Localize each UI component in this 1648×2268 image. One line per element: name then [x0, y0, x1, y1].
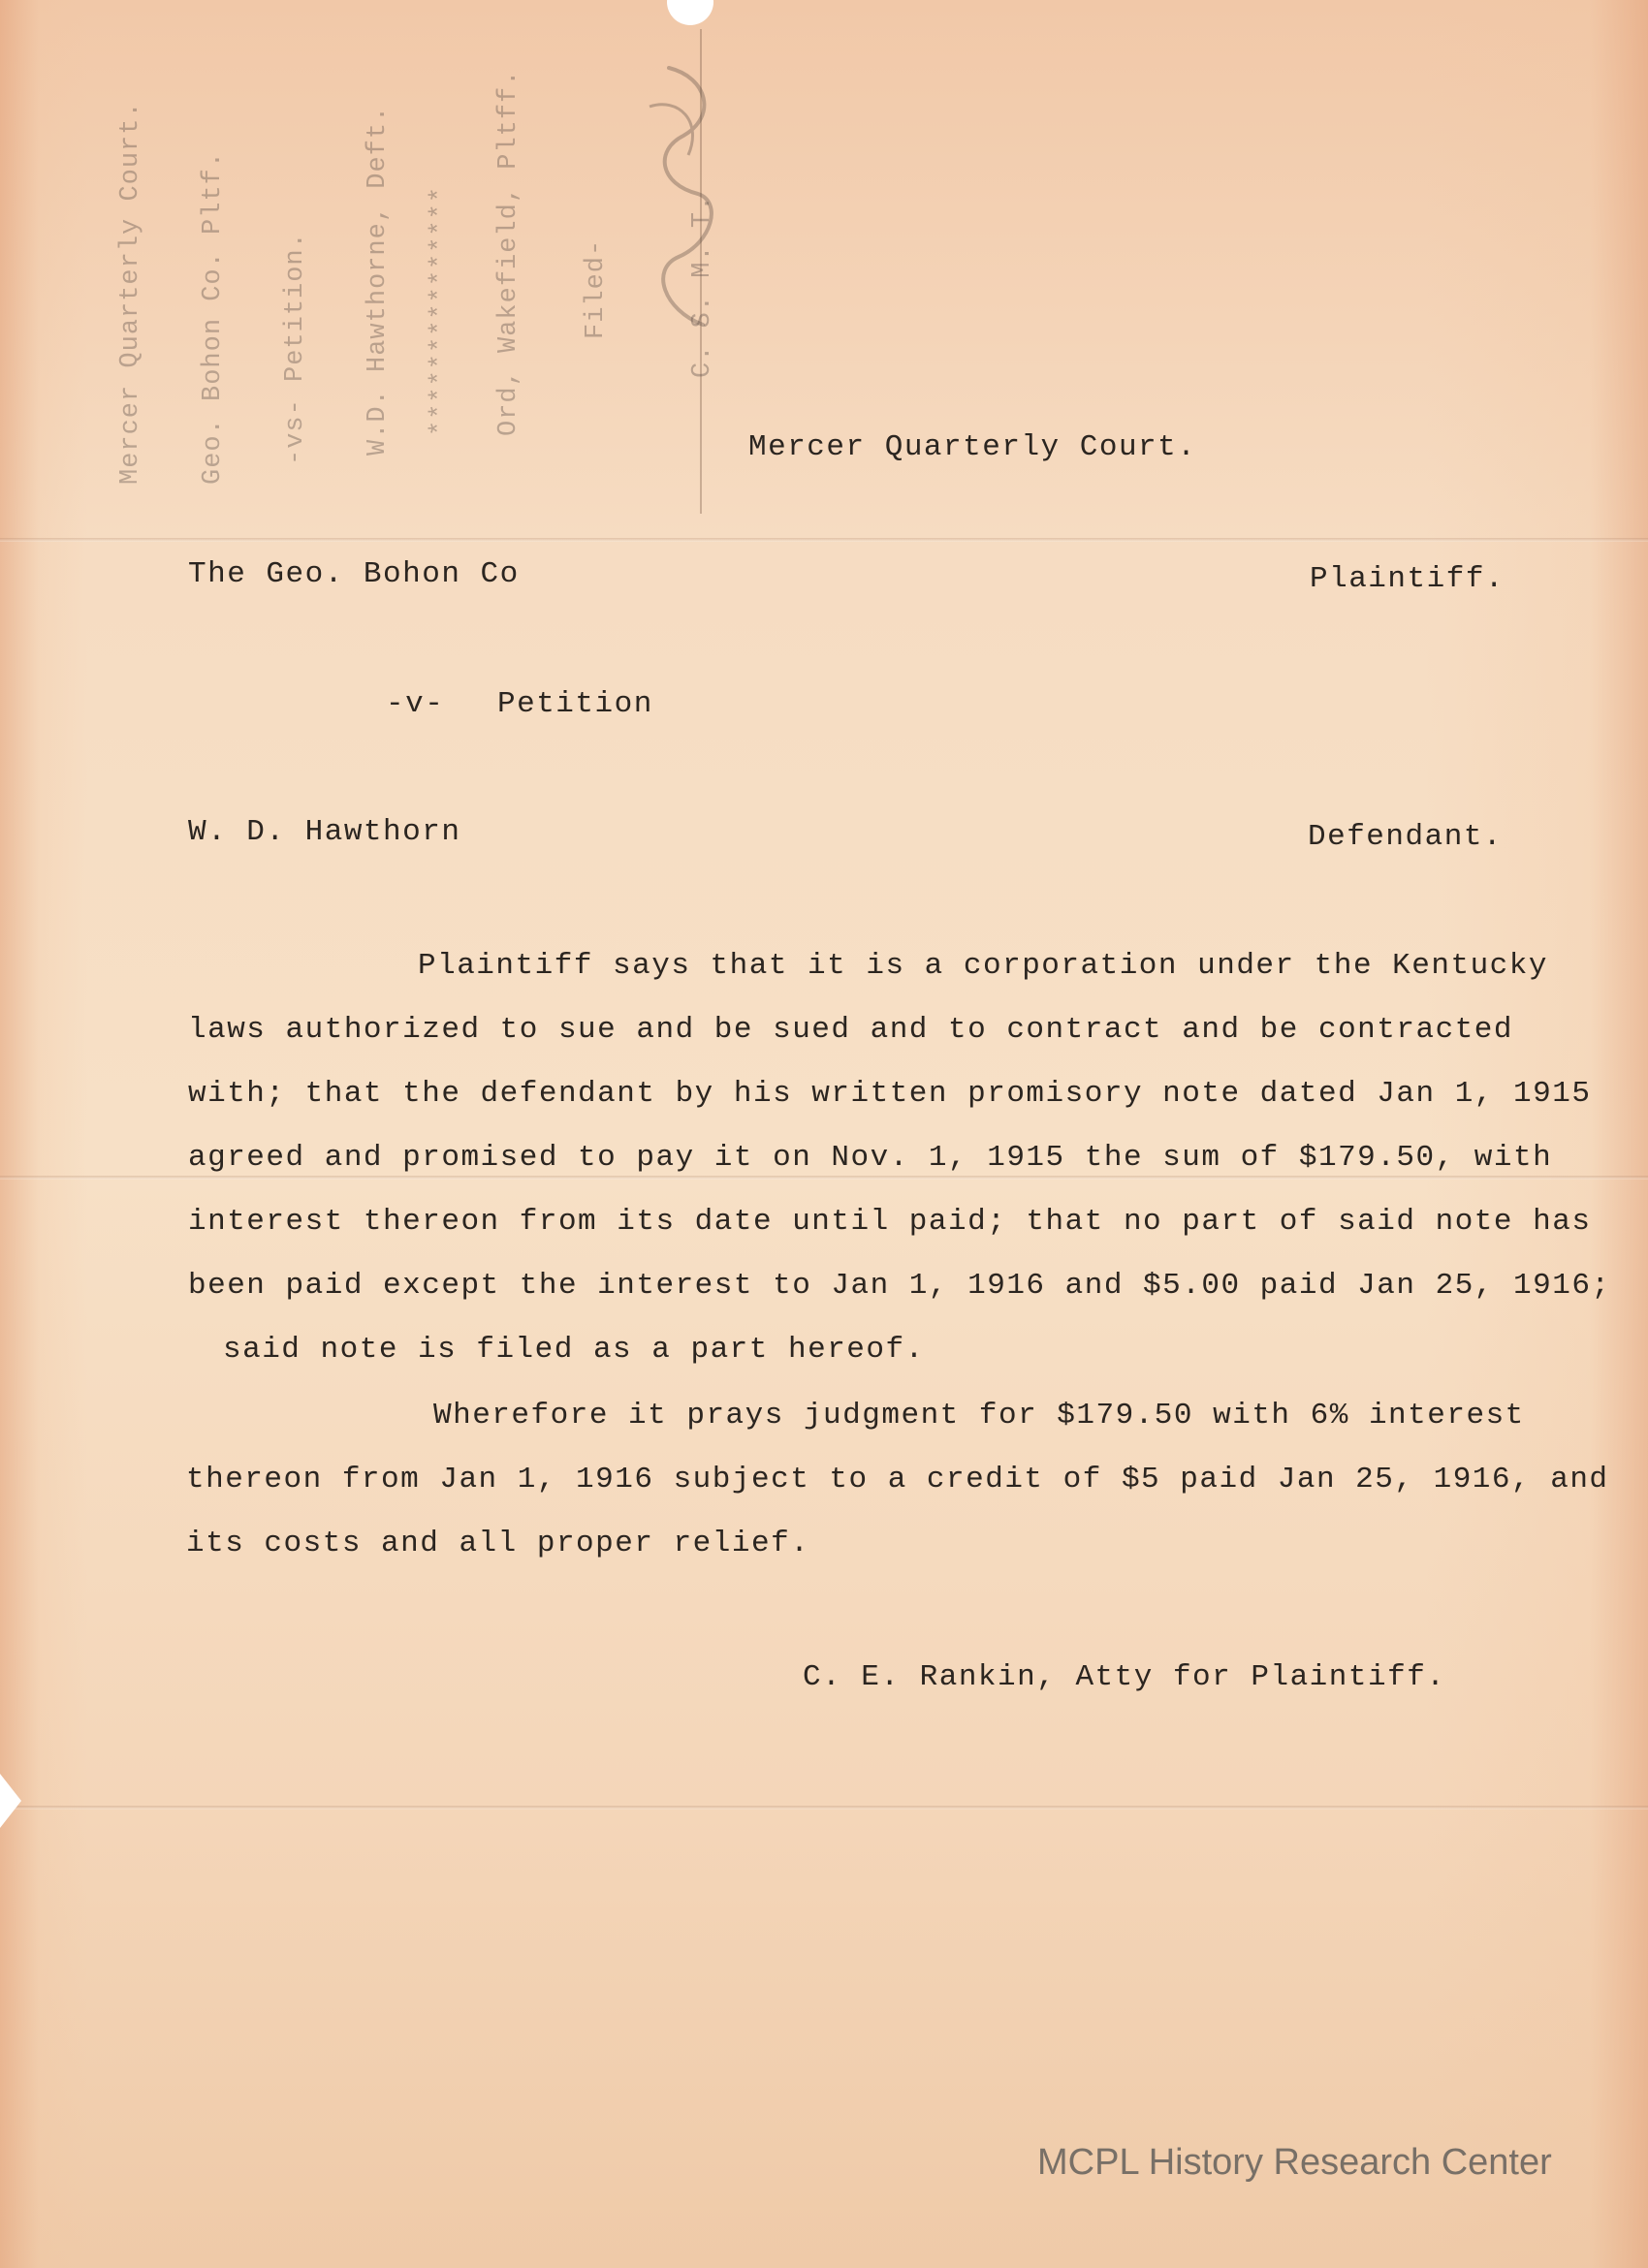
body-line: laws authorized to sue and be sued and to contract and be contracted	[188, 1013, 1514, 1047]
backing-line: -vs- Petition.	[281, 232, 310, 465]
defendant-name: W. D. Hawthorn	[188, 815, 461, 849]
defendant-label: Defendant.	[1308, 820, 1504, 854]
court-name: Mercer Quarterly Court.	[748, 430, 1197, 464]
body-line: Wherefore it prays judgment for $179.50 with 6% interest	[433, 1399, 1525, 1433]
handwritten-filing-mark	[630, 48, 737, 368]
plaintiff-label: Plaintiff.	[1310, 562, 1505, 596]
attorney-signature: C. E. Rankin, Atty for Plaintiff.	[803, 1660, 1446, 1694]
backing-line: Geo. Bohon Co. Pltf.	[199, 150, 228, 485]
body-line: its costs and all proper relief.	[186, 1527, 810, 1560]
paper-fold-line	[0, 538, 1648, 542]
body-line: said note is filed as a part hereof.	[223, 1333, 925, 1367]
plaintiff-name: The Geo. Bohon Co	[188, 557, 520, 591]
backing-line: C. S. M. T.	[688, 194, 717, 378]
body-line: thereon from Jan 1, 1916 subject to a credit of $5 paid Jan 25, 1916, and	[186, 1463, 1609, 1496]
archive-watermark: MCPL History Research Center	[1037, 2142, 1552, 2183]
backing-line: Filed-	[582, 238, 611, 339]
paper-tear	[0, 1774, 21, 1828]
paper-fold-line	[0, 1176, 1648, 1180]
backing-line: Mercer Quarterly Court.	[116, 101, 145, 485]
body-line: been paid except the interest to Jan 1, 1916 and $5.00 paid Jan 25, 1916;	[188, 1269, 1611, 1303]
versus-mark: -v-	[386, 687, 445, 721]
document-type: Petition	[497, 687, 653, 721]
body-line: Plaintiff says that it is a corporation under the Kentucky	[418, 949, 1548, 983]
body-line: with; that the defendant by his written promisory note dated Jan 1, 1915	[188, 1077, 1592, 1111]
paper-fold-line	[0, 1806, 1648, 1810]
backing-line: W.D. Hawthorne, Deft.	[364, 105, 393, 456]
body-line: agreed and promised to pay it on Nov. 1, 1915 the sum of $179.50, with	[188, 1141, 1553, 1175]
body-line: interest thereon from its date until paid; that no part of said note has	[188, 1205, 1592, 1239]
backing-line: Ord, Wakefield, Pltff.	[494, 69, 523, 436]
backing-line: ***************	[427, 185, 456, 436]
